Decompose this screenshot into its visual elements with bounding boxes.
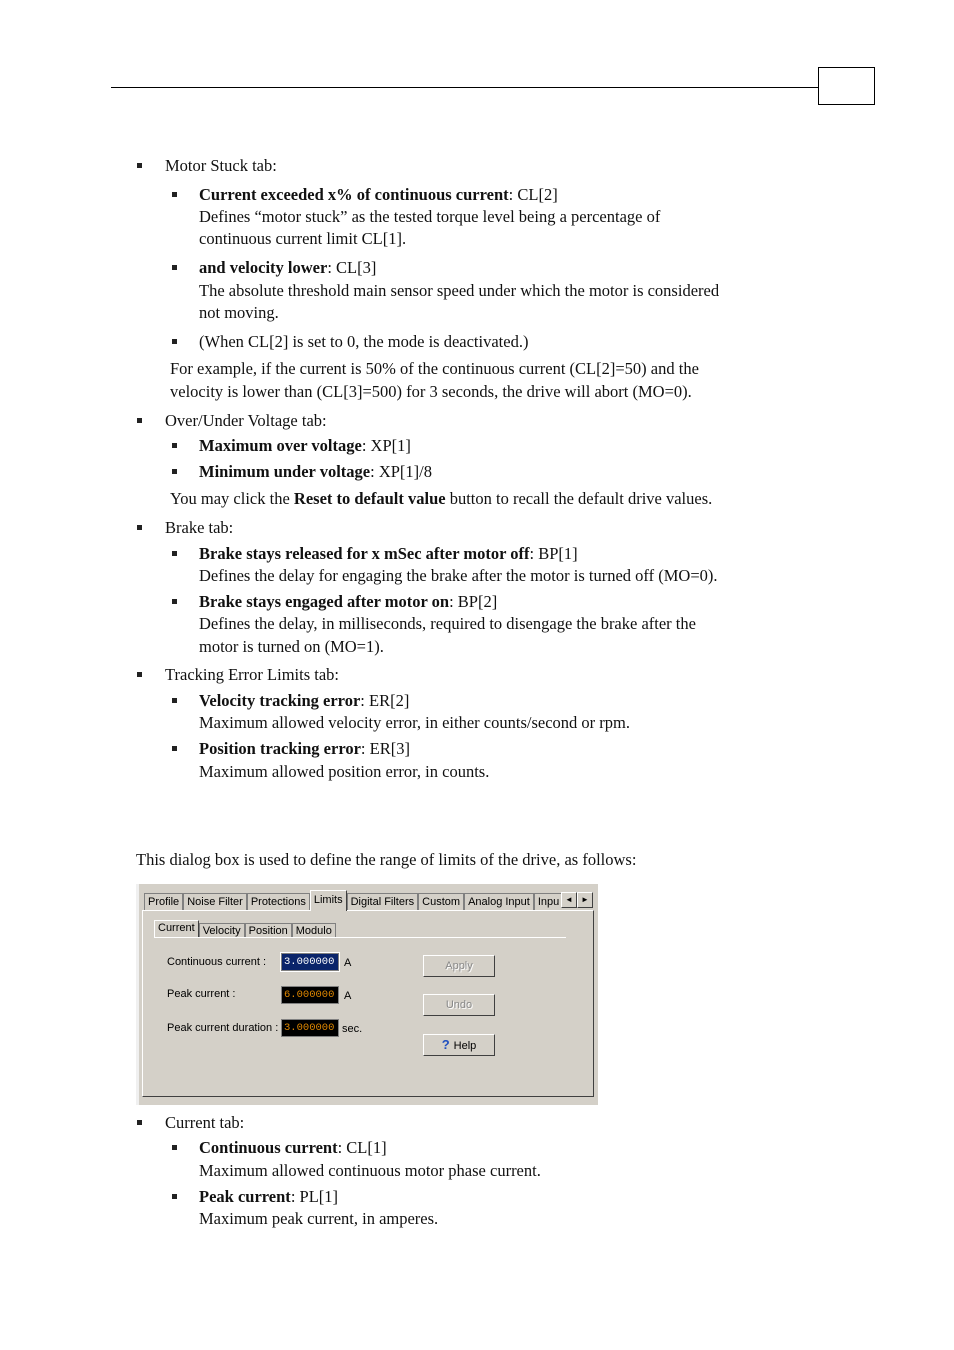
tab-digital-filters[interactable]: Digital Filters (347, 893, 419, 910)
bullet (137, 672, 142, 677)
bullet (172, 469, 177, 474)
item-description: Maximum peak current, in amperes. (199, 1209, 439, 1228)
list-item: Position tracking error: ER[3] (199, 739, 410, 758)
dialog-edge (136, 884, 139, 1105)
list-item: Velocity tracking error: ER[2] (199, 691, 410, 710)
item-description: continuous current limit CL[1]. (199, 229, 407, 248)
bullet (172, 443, 177, 448)
bullet (172, 599, 177, 604)
limits-dialog (136, 884, 598, 1105)
paragraph: This dialog box is used to define the range of limits of the drive, as follows: (136, 850, 637, 869)
subtab-current[interactable]: Current (154, 920, 199, 938)
continuous-current-label: Continuous current : (167, 956, 267, 968)
undo-button[interactable]: Undo (423, 994, 495, 1016)
tab-limits[interactable]: Limits (310, 890, 347, 911)
item-description: not moving. (199, 303, 279, 322)
peak-duration-unit: sec. (342, 1023, 363, 1035)
list-item: Brake stays engaged after motor on: BP[2] (199, 592, 498, 611)
apply-button[interactable]: Apply (423, 955, 495, 977)
item-description: Defines the delay, in milliseconds, required to disengage the brake after the (199, 614, 696, 633)
bullet (172, 698, 177, 703)
list-item: Current exceeded x% of continuous current: CL[2] (199, 185, 558, 204)
tab-panel (142, 910, 594, 1097)
paragraph: You may click the Reset to default value button to recall the default drive values. (170, 489, 713, 508)
section-heading: Current tab: (165, 1113, 245, 1132)
tab-scroll-buttons (561, 892, 593, 908)
bullet (172, 265, 177, 270)
peak-current-input[interactable]: 6.000000 (281, 986, 339, 1004)
main-tab-row (144, 890, 562, 910)
peak-duration-label: Peak current duration : (167, 1022, 279, 1034)
section-heading: Motor Stuck tab: (165, 156, 277, 175)
subtab-position[interactable]: Position (245, 923, 292, 938)
subtab-modulo[interactable]: Modulo (292, 923, 336, 938)
header-rule (111, 87, 819, 88)
item-description: Maximum allowed continuous motor phase current. (199, 1161, 541, 1180)
bullet (172, 339, 177, 344)
list-item: Brake stays released for x mSec after motor off: BP[1] (199, 544, 578, 563)
peak-duration-input[interactable]: 3.000000 (281, 1019, 339, 1037)
continuous-current-unit: A (344, 957, 352, 969)
bullet (172, 1194, 177, 1199)
list-item: Minimum under voltage: XP[1]/8 (199, 462, 432, 481)
item-description: Maximum allowed velocity error, in either counts/second or rpm. (199, 713, 630, 732)
list-item: Peak current: PL[1] (199, 1187, 339, 1206)
sub-tab-row (154, 920, 336, 938)
bullet (172, 192, 177, 197)
bullet (172, 1145, 177, 1150)
section-heading: Brake tab: (165, 518, 234, 537)
item-description: Defines the delay for engaging the brake after the motor is turned off (MO=0). (199, 566, 718, 585)
scroll-right-icon[interactable]: ► (577, 892, 593, 908)
bullet (137, 525, 142, 530)
item-description: Maximum allowed position error, in counts. (199, 762, 490, 781)
bullet (137, 418, 142, 423)
peak-current-unit: A (344, 990, 352, 1002)
continuous-current-input[interactable]: 3.000000 (281, 953, 339, 971)
paragraph: For example, if the current is 50% of the continuous current (CL[2]=50) and the (170, 359, 699, 378)
subtab-velocity[interactable]: Velocity (199, 923, 245, 938)
item-description: motor is turned on (MO=1). (199, 637, 384, 656)
bullet (172, 551, 177, 556)
scroll-left-icon[interactable]: ◄ (561, 892, 577, 908)
paragraph: velocity is lower than (CL[3]=500) for 3 seconds, the drive will abort (MO=0). (170, 382, 692, 401)
tab-protections[interactable]: Protections (247, 893, 310, 910)
list-item: Maximum over voltage: XP[1] (199, 436, 411, 455)
page-number-box (818, 67, 875, 105)
item-description: Defines “motor stuck” as the tested torque level being a percentage of (199, 207, 661, 226)
bullet (137, 163, 142, 168)
list-item: (When CL[2] is set to 0, the mode is deactivated.) (199, 332, 529, 351)
bullet (137, 1120, 142, 1125)
peak-current-label: Peak current : (167, 988, 236, 1000)
help-icon: ? (441, 1037, 450, 1052)
help-button[interactable]: ? Help (423, 1034, 495, 1056)
item-description: The absolute threshold main sensor speed under which the motor is considered (199, 281, 720, 300)
section-heading: Over/Under Voltage tab: (165, 411, 327, 430)
subtab-divider (154, 937, 566, 938)
tab-noise-filter[interactable]: Noise Filter (183, 893, 247, 910)
section-heading: Tracking Error Limits tab: (165, 665, 339, 684)
tab-custom[interactable]: Custom (418, 893, 464, 910)
list-item: Continuous current: CL[1] (199, 1138, 387, 1157)
list-item: and velocity lower: CL[3] (199, 258, 377, 277)
bullet (172, 746, 177, 751)
tab-analog-input[interactable]: Analog Input (464, 893, 534, 910)
tab-input-truncated[interactable]: Inpu (534, 893, 562, 910)
tab-profile[interactable]: Profile (144, 893, 183, 910)
